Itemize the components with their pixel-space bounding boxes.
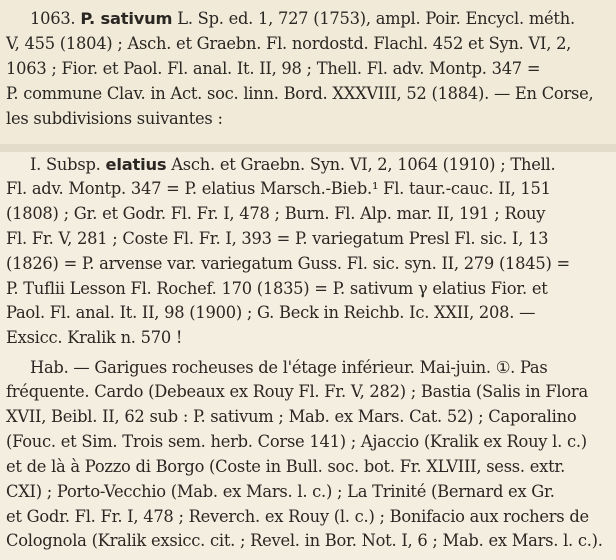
- page-gap: [0, 144, 616, 152]
- species-name: P. sativum: [80, 9, 173, 28]
- text-line: et Godr. Fl. Fr. I, 478 ; Reverch. ex Rouy (l. c.) ; Bonifacio aux rochers de: [6, 507, 589, 526]
- text-line: (1826) = P. arvense var. variegatum Guss. Fl. sic. syn. II, 279 (1845) =: [6, 254, 570, 273]
- text-line: Fl. Fr. V, 281 ; Coste Fl. Fr. I, 393 = P. variegatum Presl Fl. sic. I, 13: [6, 229, 549, 248]
- species-citation: L. Sp. ed. 1, 727 (1753), ampl. Poir. Encycl. méth.: [172, 9, 575, 28]
- top-text-strip: [0, 0, 616, 144]
- text-line: (Fouc. et Sim. Trois sem. herb. Corse 141) ; Ajaccio (Kralik ex Rouy l. c.): [6, 432, 587, 451]
- text-line: XVII, Beibl. II, 62 sub : P. sativum ; Mab. ex Mars. Cat. 52) ; Caporalino: [6, 407, 577, 426]
- subspecies-citation: Asch. et Graebn. Syn. VI, 2, 1064 (1910) ; Thell.: [166, 155, 556, 174]
- bottom-text-strip: [0, 152, 616, 560]
- subspecies-heading-line: [30, 154, 555, 176]
- species-number: 1063.: [30, 9, 76, 28]
- text-line: Exsicc. Kralik n. 570 !: [6, 328, 183, 347]
- text-line: P. commune Clav. in Act. soc. linn. Bord. XXXVIII, 52 (1884). — En Corse,: [6, 84, 594, 103]
- text-line: Fl. adv. Montp. 347 = P. elatius Marsch.-Bieb.¹ Fl. taur.-cauc. II, 151: [6, 179, 551, 198]
- species-heading-line: [30, 8, 575, 30]
- text-line: et de là à Pozzo di Borgo (Coste in Bull. soc. bot. Fr. XLVIII, sess. extr.: [6, 457, 566, 476]
- text-line: CXI) ; Porto-Vecchio (Mab. ex Mars. l. c.) ; La Trinité (Bernard ex Gr.: [6, 482, 555, 501]
- text-line: 1063 ; Fior. et Paol. Fl. anal. It. II, 98 ; Thell. Fl. adv. Montp. 347 =: [6, 59, 541, 78]
- subspecies-name: elatius: [105, 155, 167, 174]
- text-line: fréquente. Cardo (Debeaux ex Rouy Fl. Fr. V, 282) ; Bastia (Salis in Flora: [6, 382, 588, 401]
- habitat-line: Hab. — Garigues rocheuses de l'étage inférieur. Mai-juin. ①. Pas: [30, 358, 548, 377]
- subspecies-lead: I. Subsp.: [30, 155, 106, 174]
- text-line: les subdivisions suivantes :: [6, 109, 223, 128]
- text-line: (1808) ; Gr. et Godr. Fl. Fr. I, 478 ; Burn. Fl. Alp. mar. II, 191 ; Rouy: [6, 204, 546, 223]
- text-line: Colognola (Kralik exsicc. cit. ; Revel. in Bor. Not. I, 6 ; Mab. ex Mars. l. c.).: [6, 531, 603, 550]
- text-line: Paol. Fl. anal. It. II, 98 (1900) ; G. Beck in Reichb. Ic. XXII, 208. —: [6, 303, 536, 322]
- text-line: P. Tuflii Lesson Fl. Rochef. 170 (1835) = P. sativum γ elatius Fior. et: [6, 279, 548, 298]
- text-line: V, 455 (1804) ; Asch. et Graebn. Fl. nordostd. Flachl. 452 et Syn. VI, 2,: [6, 34, 572, 53]
